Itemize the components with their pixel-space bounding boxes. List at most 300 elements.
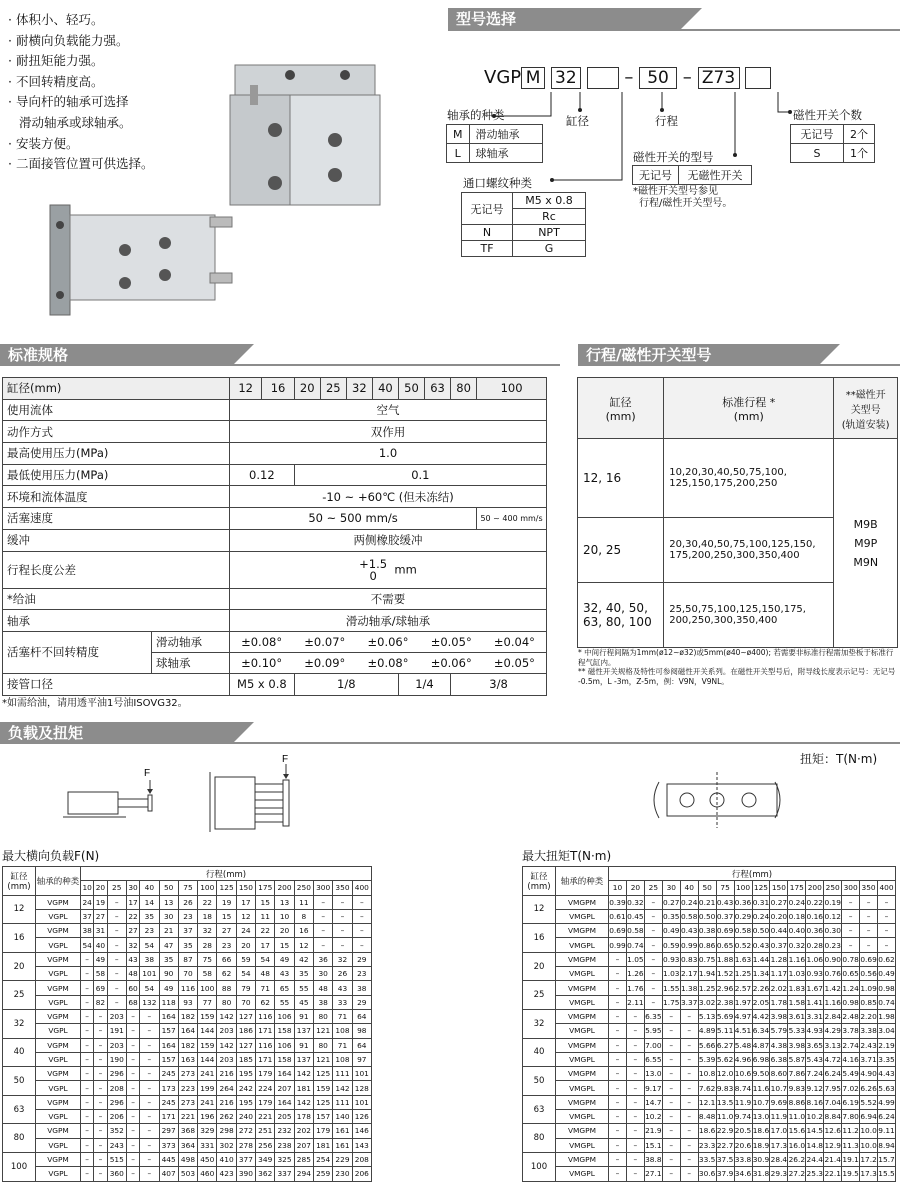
value-cell: – [333, 938, 352, 952]
value-cell: – [126, 1067, 139, 1081]
value-cell: 4.97 [734, 1009, 752, 1023]
value-cell: 5.11 [716, 1024, 734, 1038]
table-row [523, 909, 896, 923]
stroke-label: 行程 [655, 114, 678, 128]
value-cell: 158 [275, 1052, 294, 1066]
switch-note: *磁性开关型号参见 行程/磁性开关型号。 [633, 186, 733, 209]
value-cell: 20.6 [734, 1138, 752, 1152]
bearing-type-cell: VMGPM [556, 895, 609, 909]
value-cell: 111 [333, 1095, 352, 1109]
value-cell: 157 [159, 1052, 178, 1066]
value-cell: – [609, 1095, 627, 1109]
value-cell: 38 [81, 924, 94, 938]
value-cell: 2.48 [842, 1009, 860, 1023]
value-cell: 140 [333, 1110, 352, 1124]
bore-cell: 80 [3, 1124, 36, 1153]
value-cell: – [140, 1167, 159, 1181]
value-cell: 137 [294, 1052, 313, 1066]
bearing-type-cell: VGPM [36, 1067, 81, 1081]
stroke-column-header: 25 [644, 881, 662, 895]
bore-cell: 16 [523, 924, 556, 953]
value-cell: 0.44 [770, 924, 788, 938]
value-cell: 12.0 [716, 1067, 734, 1081]
value-cell: 1.67 [806, 981, 824, 995]
value-cell: – [626, 1095, 644, 1109]
value-cell: 254 [314, 1152, 333, 1166]
value-cell: 23 [178, 909, 197, 923]
value-cell: – [680, 1152, 698, 1166]
bearing-type-header: 轴承的种类 [36, 867, 81, 896]
value-cell: 278 [236, 1138, 255, 1152]
value-cell: 13.0 [752, 1110, 770, 1124]
bore-label: 缸径 [566, 114, 589, 128]
value-cell: – [609, 1167, 627, 1181]
bearing-type-cell: VGPL [36, 1138, 81, 1152]
value-cell: – [644, 924, 662, 938]
table-row [3, 909, 372, 923]
value-cell: 410 [217, 1152, 236, 1166]
value-cell: – [126, 1038, 139, 1052]
thread-title: 通口螺纹种类 [463, 176, 532, 190]
value-cell: 15 [256, 895, 275, 909]
value-cell: 128 [352, 1081, 371, 1095]
value-cell: 1.34 [752, 967, 770, 981]
value-cell: – [107, 981, 126, 995]
value-cell: 285 [294, 1152, 313, 1166]
value-cell: – [140, 1081, 159, 1095]
bearing-type-cell: VMGPM [556, 1124, 609, 1138]
value-cell: 125 [314, 1067, 333, 1081]
value-cell: 22.1 [824, 1167, 842, 1181]
value-cell: 68 [126, 995, 139, 1009]
value-cell: 97 [352, 1052, 371, 1066]
value-cell: 40 [94, 938, 107, 952]
value-cell: 15 [217, 909, 236, 923]
value-cell: 503 [178, 1167, 197, 1181]
value-cell: 6.35 [644, 1009, 662, 1023]
value-cell: 0.49 [662, 924, 680, 938]
value-cell: 9.74 [734, 1110, 752, 1124]
value-cell: 5.48 [734, 1038, 752, 1052]
value-cell: 206 [352, 1167, 371, 1181]
value-cell: – [680, 1024, 698, 1038]
value-cell: 37 [81, 909, 94, 923]
value-cell: 3.31 [806, 1009, 824, 1023]
value-cell: 179 [256, 1067, 275, 1081]
value-cell: 45 [294, 995, 313, 1009]
value-cell: 13 [275, 895, 294, 909]
value-cell: 2.96 [716, 981, 734, 995]
value-cell: 106 [275, 1038, 294, 1052]
value-cell: 1.83 [788, 981, 806, 995]
value-cell: 144 [198, 1052, 217, 1066]
value-cell: 3.02 [698, 995, 716, 1009]
value-cell: 2.84 [824, 1009, 842, 1023]
value-cell: – [126, 1167, 139, 1181]
value-cell: 325 [275, 1152, 294, 1166]
value-cell: 0.43 [680, 924, 698, 938]
table-row [3, 1124, 372, 1138]
value-cell: – [680, 1124, 698, 1138]
value-cell: 1.28 [770, 952, 788, 966]
table-row [3, 1167, 372, 1181]
value-cell: 0.24 [752, 909, 770, 923]
value-cell: 241 [198, 1067, 217, 1081]
value-cell: 19.1 [842, 1152, 860, 1166]
table-row [3, 1067, 372, 1081]
value-cell: – [626, 1024, 644, 1038]
value-cell: 0.69 [716, 924, 734, 938]
value-cell: 98 [352, 1024, 371, 1038]
value-cell: 1.63 [734, 952, 752, 966]
value-cell: – [81, 1038, 94, 1052]
value-cell: 29 [352, 995, 371, 1009]
value-cell: 7.00 [644, 1038, 662, 1052]
bearing-type-cell: VMGPM [556, 981, 609, 995]
value-cell: 19 [217, 895, 236, 909]
value-cell: 0.23 [824, 938, 842, 952]
value-cell: 116 [178, 981, 197, 995]
value-cell: 25.3 [806, 1167, 824, 1181]
value-cell: 230 [333, 1167, 352, 1181]
bearing-type-cell: VGPL [36, 1167, 81, 1181]
value-cell: – [94, 1067, 107, 1081]
value-cell: – [860, 895, 878, 909]
value-cell: 23.3 [698, 1138, 716, 1152]
value-cell: 6.34 [752, 1024, 770, 1038]
value-cell: 11.3 [842, 1138, 860, 1152]
value-cell: 216 [217, 1067, 236, 1081]
bearing-type-cell: VMGPM [556, 1152, 609, 1166]
load-table [2, 866, 372, 1182]
value-cell: 12 [236, 909, 255, 923]
value-cell: 157 [159, 1024, 178, 1038]
value-cell: 0.22 [806, 895, 824, 909]
bearing-type-cell: VGPM [36, 981, 81, 995]
value-cell: – [662, 1067, 680, 1081]
value-cell: 121 [314, 1024, 333, 1038]
value-cell: 49 [94, 952, 107, 966]
value-cell: 14.7 [644, 1095, 662, 1109]
value-cell: – [81, 1009, 94, 1023]
value-cell: 22 [256, 924, 275, 938]
table-row [523, 1038, 896, 1052]
value-cell: – [662, 1167, 680, 1181]
value-cell: 6.94 [860, 1110, 878, 1124]
value-cell: 31 [94, 924, 107, 938]
value-cell: 9.17 [644, 1081, 662, 1095]
feature-item: · 二面接管位置可供选择。 [8, 154, 153, 175]
value-cell: – [609, 1110, 627, 1124]
value-cell: 159 [198, 1038, 217, 1052]
stroke-column-header: 175 [256, 881, 275, 895]
value-cell: 142 [333, 1081, 352, 1095]
value-cell: – [81, 995, 94, 1009]
value-cell: 377 [236, 1152, 255, 1166]
value-cell: 1.42 [824, 981, 842, 995]
value-cell: 6.24 [824, 1067, 842, 1081]
value-cell: 6.27 [716, 1038, 734, 1052]
value-cell: 1.94 [698, 967, 716, 981]
value-cell: 43 [275, 967, 294, 981]
value-cell: 126 [352, 1110, 371, 1124]
bearing-type-cell: VGPM [36, 1095, 81, 1109]
value-cell: – [81, 1124, 94, 1138]
value-cell: 9.50 [752, 1067, 770, 1081]
value-cell: 1.16 [824, 995, 842, 1009]
value-cell: 0.32 [788, 938, 806, 952]
section-header-model: 型号选择 [448, 8, 680, 30]
value-cell: – [81, 952, 94, 966]
value-cell: – [662, 1095, 680, 1109]
value-cell: 1.26 [626, 967, 644, 981]
bearing-type-cell: VGPL [36, 938, 81, 952]
value-cell: 58 [198, 967, 217, 981]
value-cell: 0.35 [662, 909, 680, 923]
value-cell: – [680, 1110, 698, 1124]
value-cell: 368 [178, 1124, 197, 1138]
value-cell: – [680, 1167, 698, 1181]
bore-cell: 50 [523, 1067, 556, 1096]
value-cell: – [609, 1067, 627, 1081]
value-cell: 64 [352, 1038, 371, 1052]
value-cell: 59 [236, 952, 255, 966]
value-cell: 3.38 [860, 1024, 878, 1038]
bearing-type-cell: VMGPL [556, 909, 609, 923]
value-cell: 10.2 [644, 1110, 662, 1124]
value-cell: – [81, 1081, 94, 1095]
stroke-column-header: 40 [140, 881, 159, 895]
bore-cell: 25 [523, 981, 556, 1010]
value-cell: 186 [236, 1024, 255, 1038]
value-cell: – [140, 1152, 159, 1166]
value-cell: 2.02 [770, 981, 788, 995]
value-cell: – [609, 995, 627, 1009]
value-cell: 0.37 [716, 909, 734, 923]
value-cell: 1.24 [842, 981, 860, 995]
value-cell: 0.76 [824, 967, 842, 981]
value-cell: 0.37 [770, 938, 788, 952]
value-cell: 164 [159, 1009, 178, 1023]
value-cell: 11.9 [734, 1095, 752, 1109]
value-cell: 10.7 [752, 1095, 770, 1109]
value-cell: – [140, 1095, 159, 1109]
value-cell: – [626, 1009, 644, 1023]
value-cell: 0.30 [824, 924, 842, 938]
value-cell: – [94, 1052, 107, 1066]
value-cell: – [81, 967, 94, 981]
spec-footnote: *如需给油，请用透平油1号油ISOVG32。 [2, 698, 188, 709]
table-row [3, 1024, 372, 1038]
value-cell: – [126, 1095, 139, 1109]
value-cell: – [81, 1024, 94, 1038]
value-cell: – [140, 1067, 159, 1081]
value-cell: 54 [236, 967, 255, 981]
value-cell: 22 [126, 909, 139, 923]
value-cell: 77 [198, 995, 217, 1009]
value-cell: 54 [256, 952, 275, 966]
value-cell: 1.88 [716, 952, 734, 966]
bearing-type-cell: VMGPL [556, 1024, 609, 1038]
value-cell: 144 [198, 1024, 217, 1038]
value-cell: 199 [198, 1081, 217, 1095]
value-cell: 33.5 [698, 1152, 716, 1166]
value-cell: 164 [275, 1095, 294, 1109]
value-cell: 35 [140, 909, 159, 923]
value-cell: – [126, 1024, 139, 1038]
value-cell: 1.16 [788, 952, 806, 966]
value-cell: – [107, 924, 126, 938]
value-cell: 4.96 [734, 1052, 752, 1066]
value-cell: 273 [178, 1067, 197, 1081]
value-cell: 14 [140, 895, 159, 909]
value-cell: 0.93 [806, 967, 824, 981]
value-cell: – [680, 1095, 698, 1109]
value-cell: – [662, 1152, 680, 1166]
value-cell: – [81, 1138, 94, 1152]
value-cell: 16.0 [788, 1138, 806, 1152]
value-cell: 37.5 [716, 1152, 734, 1166]
value-cell: 182 [178, 1038, 197, 1052]
value-cell: 256 [256, 1138, 275, 1152]
value-cell: 5.43 [806, 1052, 824, 1066]
value-cell: – [333, 924, 352, 938]
value-cell: 30.9 [752, 1152, 770, 1166]
value-cell: 296 [107, 1095, 126, 1109]
value-cell: 6.26 [860, 1081, 878, 1095]
value-cell: 20 [236, 938, 255, 952]
section-header-load: 负载及扭矩 [0, 722, 232, 744]
value-cell: 0.27 [770, 895, 788, 909]
value-cell: 0.75 [698, 952, 716, 966]
value-cell: 30 [314, 967, 333, 981]
value-cell: – [81, 1067, 94, 1081]
feature-item: · 耐扭矩能力强。 [8, 51, 153, 72]
value-cell: 143 [352, 1138, 371, 1152]
value-cell: 245 [159, 1095, 178, 1109]
bore-cell: 32 [523, 1009, 556, 1038]
value-cell: 132 [140, 995, 159, 1009]
value-cell: 80 [314, 1038, 333, 1052]
value-cell: 229 [333, 1152, 352, 1166]
value-cell: 0.74 [626, 938, 644, 952]
value-cell: 30 [159, 909, 178, 923]
bearing-type-cell: VGPM [36, 1124, 81, 1138]
stroke-column-header: 75 [716, 881, 734, 895]
stroke-column-header: 20 [626, 881, 644, 895]
value-cell: 19 [94, 895, 107, 909]
value-cell: 3.71 [860, 1052, 878, 1066]
bearing-type-cell: VGPL [36, 1110, 81, 1124]
value-cell: 29 [352, 952, 371, 966]
value-cell: 0.32 [626, 895, 644, 909]
value-cell: 6.19 [842, 1095, 860, 1109]
value-cell: – [878, 909, 896, 923]
stroke-column-header: 50 [159, 881, 178, 895]
table-row [3, 967, 372, 981]
value-cell: – [626, 1038, 644, 1052]
value-cell: – [662, 1081, 680, 1095]
value-cell: 1.55 [662, 981, 680, 995]
value-cell: – [680, 1081, 698, 1095]
table-row [523, 938, 896, 952]
value-cell: 8.16 [806, 1095, 824, 1109]
value-cell: – [107, 938, 126, 952]
value-cell: 10 [275, 909, 294, 923]
value-cell: 35 [294, 967, 313, 981]
value-cell: – [81, 981, 94, 995]
value-cell: 349 [256, 1152, 275, 1166]
value-cell: 445 [159, 1152, 178, 1166]
value-cell: 108 [333, 1024, 352, 1038]
value-cell: 0.12 [824, 909, 842, 923]
value-cell: – [662, 1124, 680, 1138]
value-cell: 4.72 [824, 1052, 842, 1066]
model-prefix: VGP [484, 67, 522, 88]
value-cell: 208 [352, 1152, 371, 1166]
value-cell: 64 [352, 1009, 371, 1023]
table-row [3, 895, 372, 909]
value-cell: 1.17 [770, 967, 788, 981]
stroke-header: 行程(mm) [81, 867, 372, 881]
value-cell: 0.56 [860, 967, 878, 981]
value-cell: 221 [178, 1110, 197, 1124]
value-cell: 0.40 [788, 924, 806, 938]
value-cell: 127 [236, 1009, 255, 1023]
value-cell: 191 [107, 1024, 126, 1038]
stroke-column-header: 250 [294, 881, 313, 895]
stroke-notes: * 中间行程间隔为1mm(ø12~ø32)或5mm(ø40~ø400); 若需要非标准行程需加垫板于标准行程气缸内。 ** 磁性开关规格及特性可参阅磁性开关系列。在磁性开关型号后，附导线长度表示记号：无记号 -0.5m，L -3m，Z-5m，例：V9N，V9NL。 [578, 648, 896, 686]
value-cell: 2.57 [734, 981, 752, 995]
value-cell: 5.69 [716, 1009, 734, 1023]
value-cell: 203 [107, 1009, 126, 1023]
bearing-type-header: 轴承的种类 [556, 867, 609, 896]
table-row [523, 1052, 896, 1066]
stroke-column-header: 200 [275, 881, 294, 895]
value-cell: 4.51 [734, 1024, 752, 1038]
product-image-bottom [45, 195, 235, 320]
value-cell: 515 [107, 1152, 126, 1166]
value-cell: 202 [294, 1124, 313, 1138]
value-cell: – [352, 938, 371, 952]
value-cell: – [662, 1138, 680, 1152]
value-cell: 232 [275, 1124, 294, 1138]
value-cell: – [680, 1009, 698, 1023]
value-cell: 15 [275, 938, 294, 952]
stroke-column-header: 300 [314, 881, 333, 895]
value-cell: 1.52 [716, 967, 734, 981]
value-cell: 21.9 [644, 1124, 662, 1138]
bearing-type-cell: VGPM [36, 895, 81, 909]
value-cell: 0.52 [734, 938, 752, 952]
value-cell: 24 [81, 895, 94, 909]
bore-cell: 40 [523, 1038, 556, 1067]
load-diagrams [60, 754, 320, 832]
value-cell: 331 [198, 1138, 217, 1152]
bore-cell: 32 [3, 1009, 36, 1038]
value-cell: 55 [275, 995, 294, 1009]
value-cell: 38 [352, 981, 371, 995]
table-row [523, 967, 896, 981]
value-cell: – [609, 981, 627, 995]
value-cell: 127 [236, 1038, 255, 1052]
value-cell: 3.98 [788, 1038, 806, 1052]
value-cell: 164 [275, 1067, 294, 1081]
value-cell: 0.19 [824, 895, 842, 909]
bore-cell: 20 [523, 952, 556, 981]
value-cell: 1.97 [734, 995, 752, 1009]
value-cell: 146 [352, 1124, 371, 1138]
